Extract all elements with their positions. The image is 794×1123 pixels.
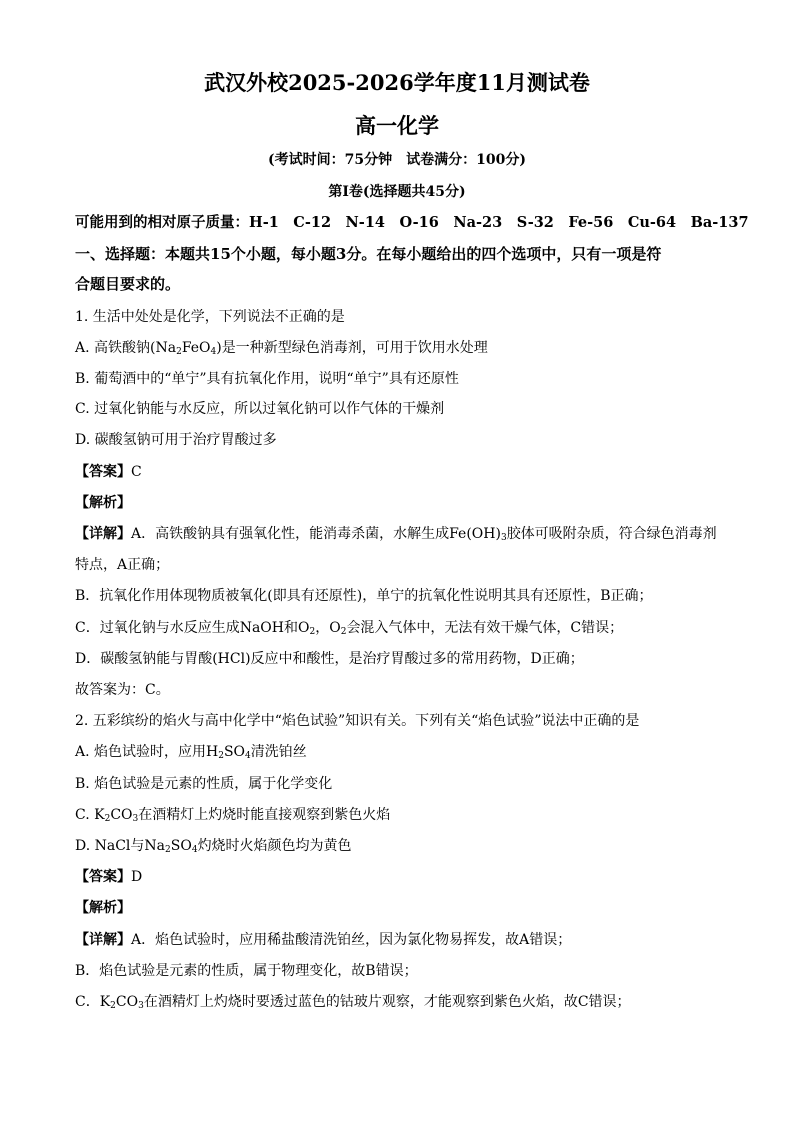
q2-analysis-tag: 【解析】 [75,900,131,916]
q1-answer: 【答案】C [75,464,142,480]
q2-option-c: C. $K_2CO_3$在酒精灯上灼烧时能直接观察到紫色火焰 [75,807,391,824]
q1-stem: 1. 生活中处处是化学，下列说法不正确的是 [75,309,345,325]
q1-option-b: B. 葡萄酒中的“单宁”具有抗氧化作用，说明“单宁”具有还原性 [75,371,459,387]
q1-analysis-tag: 【解析】 [75,495,131,511]
q1-conclusion: 故答案为：C。 [75,682,170,698]
q1-detail-c: C．过氧化钠与水反应生成NaOH和$O_2$，$O_2$会混入气体中，无法有效干燥气体，C错误； [75,620,624,637]
section-heading-line1: 一、选择题：本题共15个小题，每小题3分。在每小题给出的四个选项中，只有一项是符 [75,245,662,263]
answer-tag: 【答案】 [75,464,131,480]
q2-detail-a: 【详解】A．焰色试验时，应用稀盐酸清洗铂丝，因为氯化物易挥发，故A错误； [75,932,572,948]
q2-stem: 2. 五彩缤纷的焰火与高中化学中“焰色试验”知识有关。下列有关“焰色试验”说法中正确的是 [75,713,640,729]
q1-option-d: D. 碳酸氢钠可用于治疗胃酸过多 [75,432,277,448]
q1-detail-a1: 【详解】A．高铁酸钠具有强氧化性，能消毒杀菌，水解生成$Fe(OH)_3$胶体可吸附杂质，符合绿色消毒剂 [75,526,717,543]
q2-detail-c: C．$K_2CO_3$在酒精灯上灼烧时要透过蓝色的钴玻片观察，才能观察到紫色火焰，故C错误； [75,994,631,1011]
atomic-masses: 可能用到的相对原子质量：H-1 C-12 N-14 O-16 Na-23 S-32 Fe-56 Cu-64 Ba-137 [75,214,749,231]
q1-detail-a2: 特点，A正确； [75,557,170,573]
exam-title: 武汉外校2025-2026学年度11月测试卷 [204,70,590,95]
q2-option-d: D. NaCl与$Na_2SO_4$灼烧时火焰颜色均为黄色 [75,838,352,855]
q2-option-b: B. 焰色试验是元素的性质，属于化学变化 [75,776,333,792]
q1-option-c: C. 过氧化钠能与水反应，所以过氧化钠可以作气体的干燥剂 [75,401,445,417]
volume-heading: 第Ⅰ卷(选择题共45分) [328,184,466,200]
q1-option-a: A. 高铁酸钠$(Na_2FeO_4)$是一种新型绿色消毒剂，可用于饮用水处理 [75,340,488,357]
answer-tag: 【答案】 [75,869,131,885]
section-heading-line2: 合题目要求的。 [75,275,181,293]
q1-detail-b: B．抗氧化作用体现物质被氧化(即具有还原性)，单宁的抗氧化性说明其具有还原性，B正确； [75,588,653,604]
q2-answer: 【答案】D [75,869,143,885]
subject-title: 高一化学 [355,113,439,138]
q1-detail-d: D．碳酸氢钠能与胃酸(HCl)反应中和酸性，是治疗胃酸过多的常用药物，D正确； [75,651,584,667]
q2-detail-b: B．焰色试验是元素的性质，属于物理变化，故B错误； [75,963,418,979]
q2-option-a: A. 焰色试验时，应用$H_2SO_4$清洗铂丝 [75,744,307,761]
exam-info: (考试时间：75分钟 试卷满分：100分) [268,152,526,168]
